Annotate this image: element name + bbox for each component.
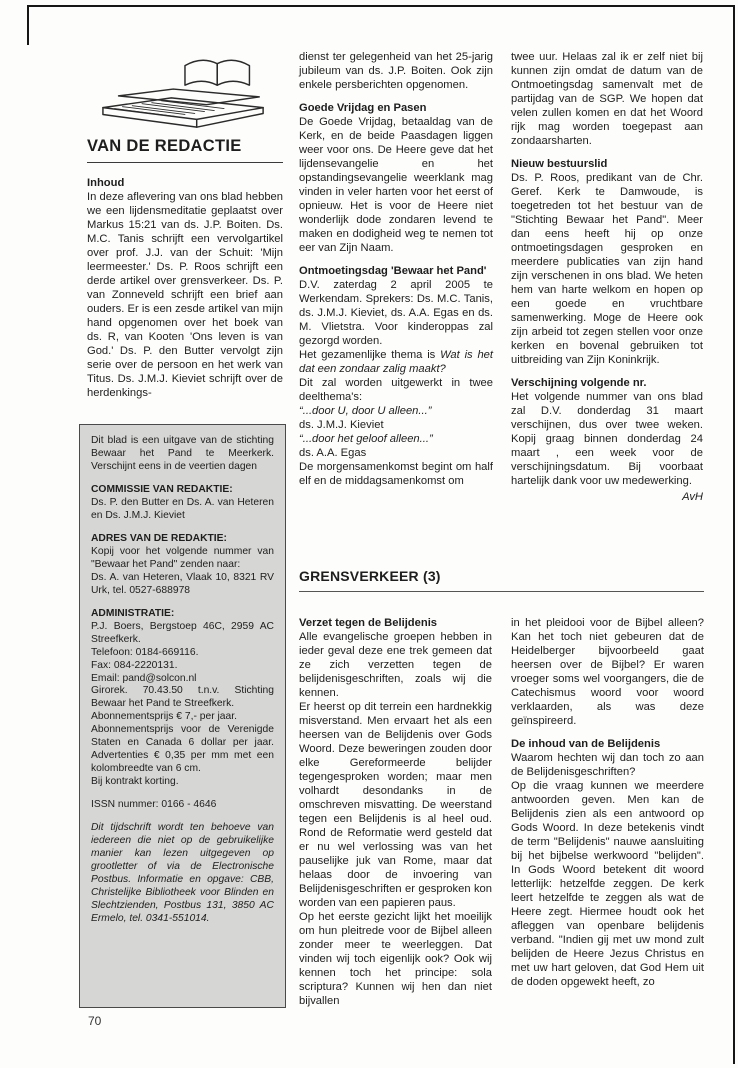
page-number: 70 [88, 1014, 102, 1028]
admin-line: Email: pand@solcon.nl [91, 672, 197, 684]
goede-vrijdag-heading: Goede Vrijdag en Pasen [299, 102, 427, 114]
admin-line: Abonnementsprijs € 7,- per jaar. [91, 711, 237, 723]
thema-prefix: Het gezamenlijke thema is [299, 349, 441, 361]
books-illustration-icon [89, 50, 283, 134]
adres-address: Ds. A. van Heteren, Vlaak 10, 8321 RV Urk, tel. 0527-688978 [91, 571, 274, 596]
author-initials: AvH [682, 491, 703, 503]
grootletter-footnote: Dit tijdschrift wordt ten behoeve van iedereen die niet op de gebruikelijke manier kan lezen uitgegeven op grootletter of via de Electronische Postbus. Informatie en opgave: CBB, Christelijke Bibliotheek voor Blinden en Slechtzienden, Postbus 131, 3850 AC Ermelo, tel. 0341-551014. [91, 822, 274, 924]
grensverkeer-section [299, 568, 704, 1008]
commissie-heading: COMMISSIE VAN REDAKTIE: [91, 483, 233, 495]
administratie-heading: ADMINISTRATIE: [91, 607, 175, 619]
goede-vrijdag-paragraph: De Goede Vrijdag, betaaldag van de Kerk, en de beide Paasdagen liggen weer voor ons. De Heere geve dat het lijdensevangelie en het opstandingsevangelie weerklank mag vinden in veler harten voor het eerst of opnieuw. Het is voor de Heere niet wonderlijk dode zondaren levend te maken en dodigheid weg te nemen tot eer van Zijn Naam. [299, 116, 493, 254]
scan-edge-left [27, 5, 29, 45]
inhoud-belijdenis-paragraph-1: Waarom hechten wij dan toch zo aan de Belijdenisgeschriften? [511, 752, 704, 778]
redactie-title: VAN DE REDACTIE [87, 137, 242, 155]
verzet-paragraph-2: Er heerst op dit terrein een hardnekkig misverstand. Men ervaart het als een heersen van de Belijdenis over Gods Woord. Deze beweringen zouden door elke Gereformeerde belijder tegengesproken worden; maar men volhardt desondanks in de omschreven misvatting. De weerstand tegen een Belijdenis is al heel oud. Rond de Reformatie werd gesteld dat er nu wel verlossing was van het pauselijke juk van Rome, maar dat helaas door de invoering van Belijdenisgeschriften er gesproken kon worden van een papieren paus. [299, 701, 492, 909]
grensverkeer-columns [299, 616, 704, 1008]
grensverkeer-right-column [511, 616, 704, 1008]
admin-line: Girorek. 70.43.50 t.n.v. Stichting Bewaar het Pand te Streefkerk. [91, 685, 274, 710]
verschijning-paragraph: Het volgende nummer van ons blad zal D.V. donderdag 31 maart verschijnen, dus over twee weken. Kopij graag binnen donderdag 24 maart , een week voor de verschijningsdatum. Bij voorbaat hartelijk dank voor uw medewerking. [511, 391, 703, 487]
admin-line: Telefoon: 0184-669116. [91, 646, 199, 658]
thema-title: Wat is het dat een zondaar zalig maakt? [299, 349, 493, 375]
scan-edge-top [27, 5, 735, 7]
deelthema-quote-1: “...door U, door U alleen...” [299, 405, 432, 417]
redactie-rule [87, 162, 283, 164]
grensverkeer-left-column [299, 616, 492, 1008]
verzet-paragraph-3: Op het eerste gezicht lijkt het moeilijk om hun pleitrede voor de Bijbel alleen zonder meer te weerleggen. Dat vinden wij toch eigenlijk ook? Ook wij kennen toch het principe: sola scriptura? Kunnen wij hen dan niet bijvallen [299, 911, 492, 1007]
deelthema-intro: Dit zal worden uitgewerkt in twee deelthema's: [299, 377, 493, 403]
issn-number: ISSN nummer: 0166 - 4646 [91, 799, 217, 811]
continued-paragraph: in het pleidooi voor de Bijbel alleen? Kan het toch niet gebeuren dat de Heidelberger bijvoorbeeld gaat heersen over de Bijbel? Er waren vroeger soms wel voorgangers, die de Catechismus woord voor woord verklaarden, als was deze geïnspireerd. [511, 617, 704, 727]
samenkomst-paragraph: De morgensamenkomst begint om half elf en de middagsamenkomst om [299, 461, 493, 487]
deelthema-speaker-1: ds. J.M.J. Kieviet [299, 419, 384, 431]
infobox-intro: Dit blad is een uitgave van de stichting Bewaar het Pand te Meerkerk. Verschijnt eens in de veertien dagen [91, 435, 274, 472]
inhoud-belijdenis-paragraph-2: Op die vraag kunnen we meerdere antwoorden geven. Men kan de Belijdenis zien als een antwoord op Gods Woord. In deze betekenis vindt de term "Belijdenis" nauwe aansluiting bij het bijbelse werkwoord "belijden". In Gods Woord betekent dit woord letterlijk: hetzelfde zeggen. De kerk leert hetzelfde te zeggen als wat de Heere zegt. Hiermee houdt ook het afleggen van openbare belijdenis verband. "Indien gij met uw mond zult belijden de Heere Jezus Christus en met uw hart geloven, dat God Hem uit de doden opgewekt heeft, zo [511, 780, 704, 988]
verschijning-heading: Verschijning volgende nr. [511, 377, 647, 389]
ontmoetingsdag-paragraph: D.V. zaterdag 2 april 2005 te Werkendam. Sprekers: Ds. M.C. Tanis, ds. J.M.J. Kieviet, ds. A.A. Egas en ds. M. Vlietstra. Voor kinderoppas zal gezorgd worden. [299, 279, 493, 347]
adres-heading: ADRES VAN DE REDAKTIE: [91, 532, 227, 544]
admin-line: P.J. Boers, Bergstoep 46C, 2959 AC Streefkerk. [91, 620, 274, 645]
bestuurslid-paragraph: Ds. P. Roos, predikant van de Chr. Geref. Kerk te Damwoude, is toegetreden tot het bestuur van de "Stichting Bewaar het Pand". Meer dan eens heeft hij op onze ontmoetingsdagen gesproken en meerdere publicaties van zijn hand zijn verschenen in ons blad. We heten hem van harte welkom en hopen op een goede en vruchtbare samenwerking. Moge de Heere ook zijn arbeid tot zegen stellen voor onze kerken en bovenal gebruiken tot uitbreiding van Zijn Koninkrijk. [511, 172, 703, 366]
continued-paragraph: twee uur. Helaas zal ik er zelf niet bij kunnen zijn omdat de datum van de Ontmoetingsdag samenvalt met de partijdag van de SGP. We hopen dat velen zullen komen en dat het Woord rijk mag worden toegepast aan zondaarsharten. [511, 51, 703, 147]
commissie-text: Ds. P. den Butter en Ds. A. van Heteren en Ds. J.M.J. Kieviet [91, 496, 274, 521]
admin-line: Abonnementsprijs voor de Verenigde Staten en Canada 6 dollar per jaar. Advertenties € 0,35 per mm met een kolombreedte van 6 cm. [91, 724, 274, 775]
inhoud-belijdenis-heading: De inhoud van de Belijdenis [511, 738, 661, 750]
thema-line [299, 348, 493, 376]
verzet-paragraph-1: Alle evangelische groepen hebben in ieder geval deze ene trek gemeen dat ze zich verzetten tegen de belijdenisgeschriften, zoals wij die kennen. [299, 631, 492, 699]
admin-line: Bij kontrakt korting. [91, 776, 179, 788]
deelthema-speaker-2: ds. A.A. Egas [299, 447, 367, 459]
grensverkeer-rule [299, 591, 704, 592]
admin-line: Fax: 084-2220131. [91, 659, 178, 671]
inhoud-heading: Inhoud [87, 177, 125, 190]
verzet-heading: Verzet tegen de Belijdenis [299, 617, 438, 629]
bestuurslid-heading: Nieuw bestuurslid [511, 158, 608, 170]
info-box [79, 424, 286, 1008]
deelthema-quote-2: “...door het geloof alleen...” [299, 433, 433, 445]
scan-edge-right [733, 5, 735, 1064]
continued-paragraph: dienst ter gelegenheid van het 25-jarig jubileum van ds. J.P. Boiten. Ook zijn enkele persberichten opgenomen. [299, 51, 493, 91]
left-column [87, 46, 283, 400]
adres-text: Kopij voor het volgende nummer van "Bewaar het Pand" zenden naar: [91, 545, 274, 570]
grensverkeer-title: GRENSVERKEER (3) [299, 568, 441, 584]
right-column-top [511, 50, 703, 504]
ontmoetingsdag-heading: Ontmoetingsdag 'Bewaar het Pand' [299, 265, 487, 277]
middle-column-top [299, 50, 493, 488]
inhoud-paragraph: In deze aflevering van ons blad hebben we een lijdensmeditatie geplaatst over Markus 15:21 van ds. J.P. Boiten. Ds. M.C. Tanis schrijft een vervolgartikel over prof. J.J. van der Schuit: 'Mijn leermeester.' Ds. P. Roos schrijft een derde artikel over grensverkeer. Ds. P. van Zonneveld schrijft een brief aan ouders. Er is een zesde artikel van mijn hand opgenomen over het boek van ds. R, van Kooten 'Ons leven is van God.' Ds. P. den Butter vervolgt zijn serie over de persoon en het werk van Titus. Ds. J.M.J. Kieviet schrijft over de herdenkings- [87, 191, 283, 400]
